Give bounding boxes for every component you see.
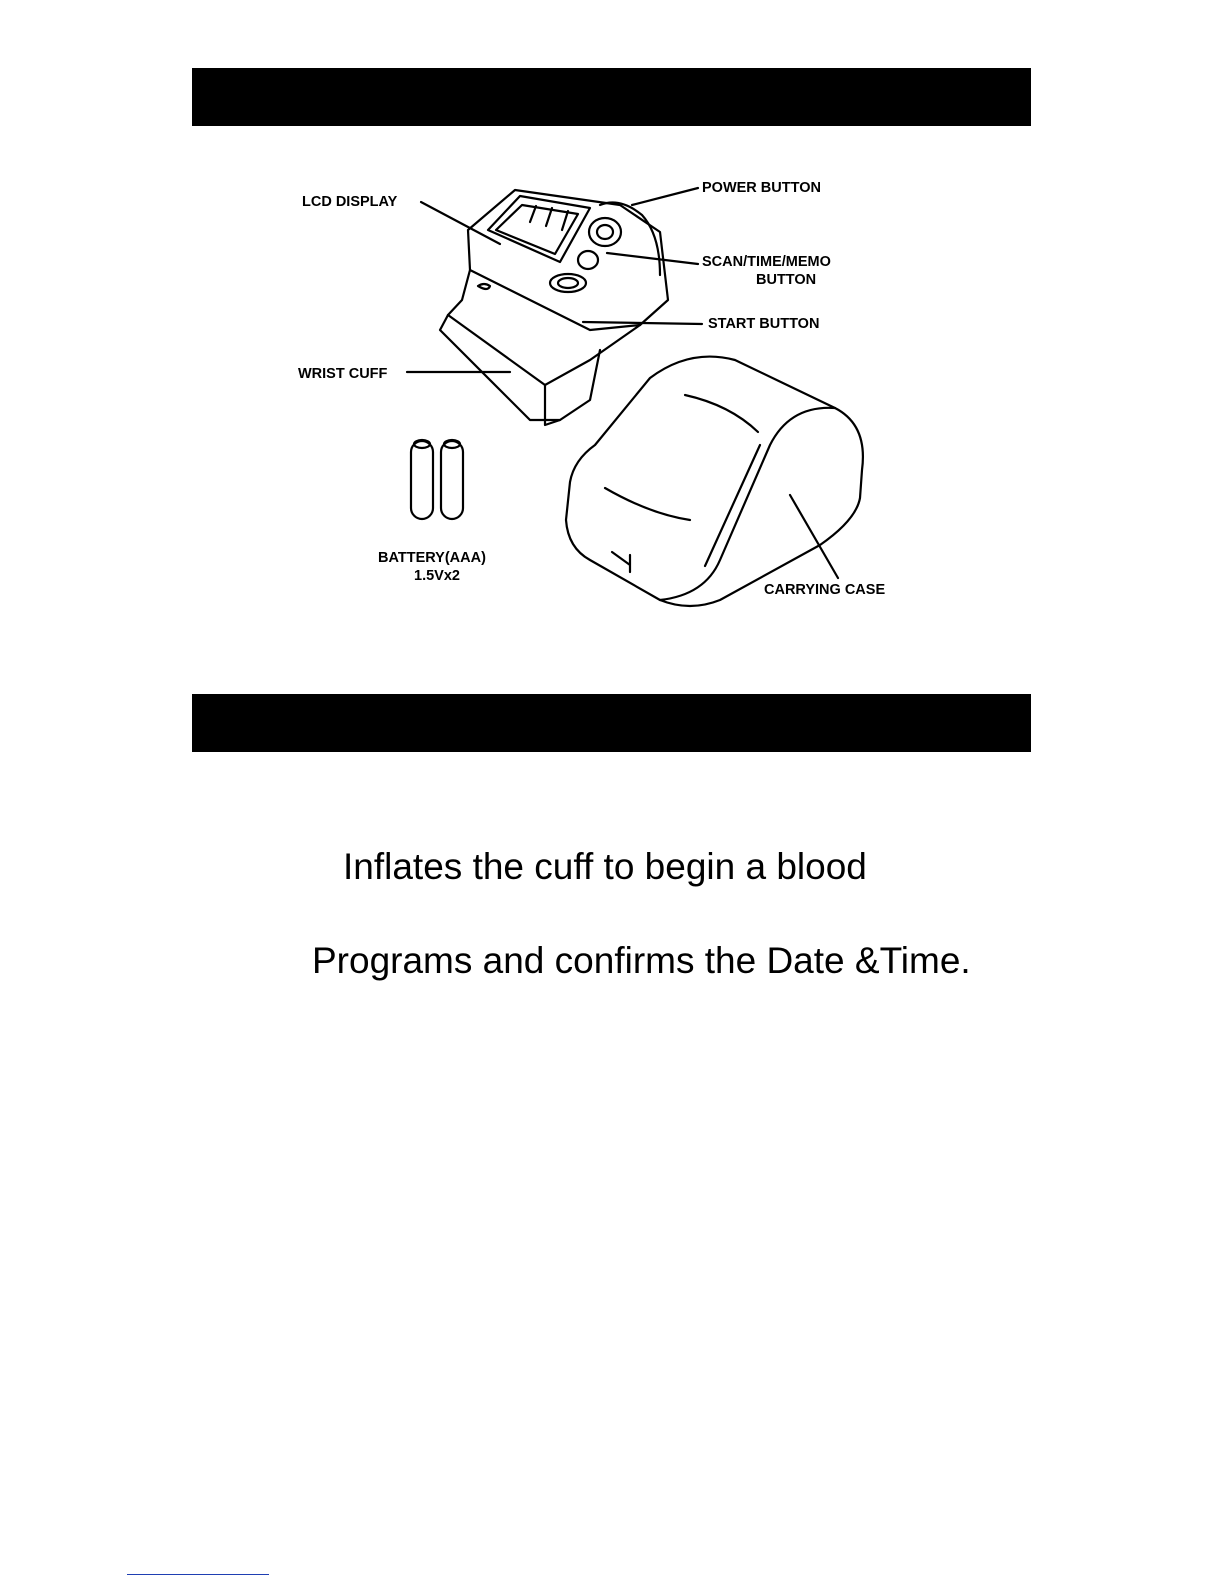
label-wrist-cuff: WRIST CUFF bbox=[298, 366, 388, 382]
label-battery: BATTERY(AAA) bbox=[378, 550, 486, 566]
battery-drawing bbox=[411, 440, 463, 519]
blood-pressure-monitor-drawing bbox=[440, 190, 668, 425]
section-header-bar-bottom bbox=[192, 694, 1031, 752]
label-power-button: POWER BUTTON bbox=[702, 180, 821, 196]
label-lcd-display: LCD DISPLAY bbox=[302, 194, 398, 210]
label-scan-time-memo-button: SCAN/TIME/MEMO bbox=[702, 254, 831, 270]
time-button-description: Programs and confirms the Date &Time. bbox=[312, 940, 971, 981]
footnote-rule bbox=[127, 1574, 269, 1575]
start-button-description: Inflates the cuff to begin a blood bbox=[343, 846, 867, 887]
label-carrying-case: CARRYING CASE bbox=[764, 582, 886, 598]
label-scan-time-memo-button-line2: BUTTON bbox=[756, 272, 817, 288]
leader-lines bbox=[407, 188, 838, 578]
label-battery-voltage: 1.5Vx2 bbox=[414, 568, 460, 584]
carrying-case-drawing bbox=[566, 357, 863, 606]
device-parts-diagram bbox=[0, 0, 1225, 640]
label-start-button: START BUTTON bbox=[708, 316, 820, 332]
